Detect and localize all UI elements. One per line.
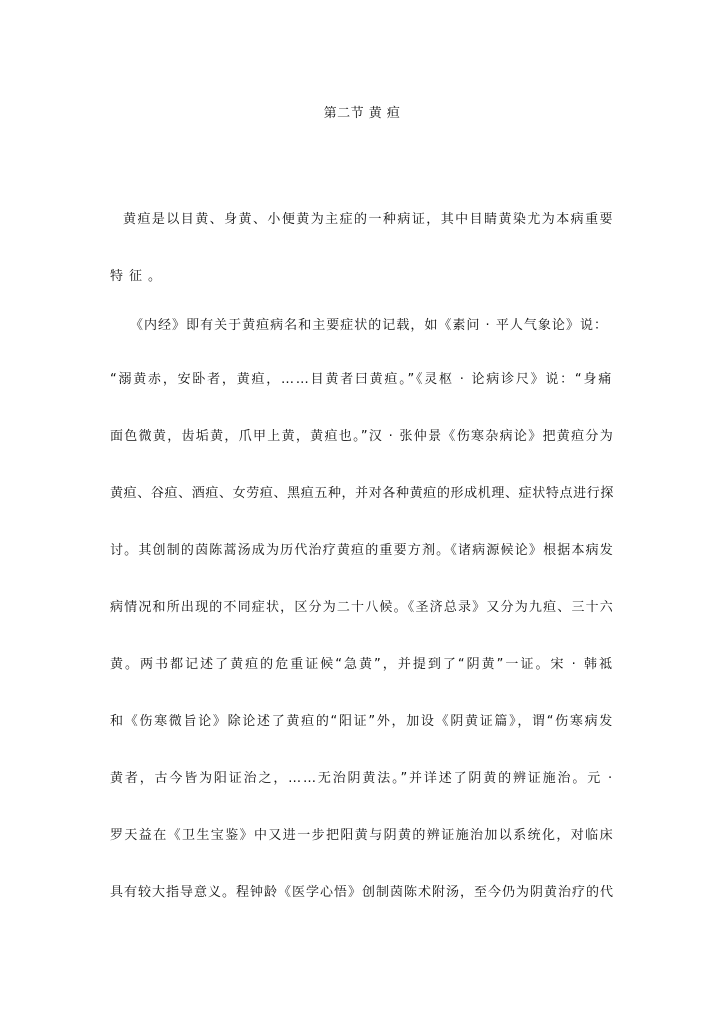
text-line: 特征。 — [110, 269, 168, 284]
text-line: 黄。两书都记述了黄疸的危重证候“急黄”，并提到了“阴黄”一证。宋 · 韩祗 — [110, 657, 614, 672]
text-line: 黄者，古今皆为阳证治之，……无治阴黄法。”并详述了阴黄的辨证施治。元 · — [110, 771, 614, 786]
text-line: 面色微黄，齿垢黄，爪甲上黄，黄疸也。”汉 · 张仲景《伤寒杂病论》把黄疸分为 — [110, 429, 614, 444]
text-line: 和《伤寒微旨论》除论述了黄疸的“阳证”外，加设《阴黄证篇》，谓“伤寒病发 — [110, 714, 614, 729]
text-line: 黄疸是以目黄、身黄、小便黄为主症的一种病证，其中目睛黄染尤为本病重要 — [123, 212, 614, 227]
text-line: 《内经》即有关于黄疸病名和主要症状的记载，如《素问 · 平人气象论》说： — [130, 318, 608, 333]
text-line: “溺黄赤，安卧者，黄疸，……目黄者曰黄疸。”《灵枢 · 论病诊尺》说：“身痛 — [110, 372, 613, 387]
text-line: 具有较大指导意义。程钟龄《医学心悟》创制茵陈术附汤，至今仍为阴黄治疗的代 — [110, 885, 614, 900]
text-line: 罗天益在《卫生宝鉴》中又进一步把阳黄与阴黄的辨证施治加以系统化，对临床 — [110, 828, 614, 843]
text-line: 黄疸、谷疸、酒疸、女劳疸、黑疸五种，并对各种黄疸的形成机理、症状特点进行探 — [110, 486, 614, 501]
text-line: 病情况和所出现的不同症状，区分为二十八候。《圣济总录》又分为九疸、三十六 — [110, 600, 614, 615]
text-line: 讨。其创制的茵陈蒿汤成为历代治疗黄疸的重要方剂。《诸病源候论》根据本病发 — [110, 543, 614, 558]
section-title: 第二节 黄 疸 — [323, 106, 401, 121]
